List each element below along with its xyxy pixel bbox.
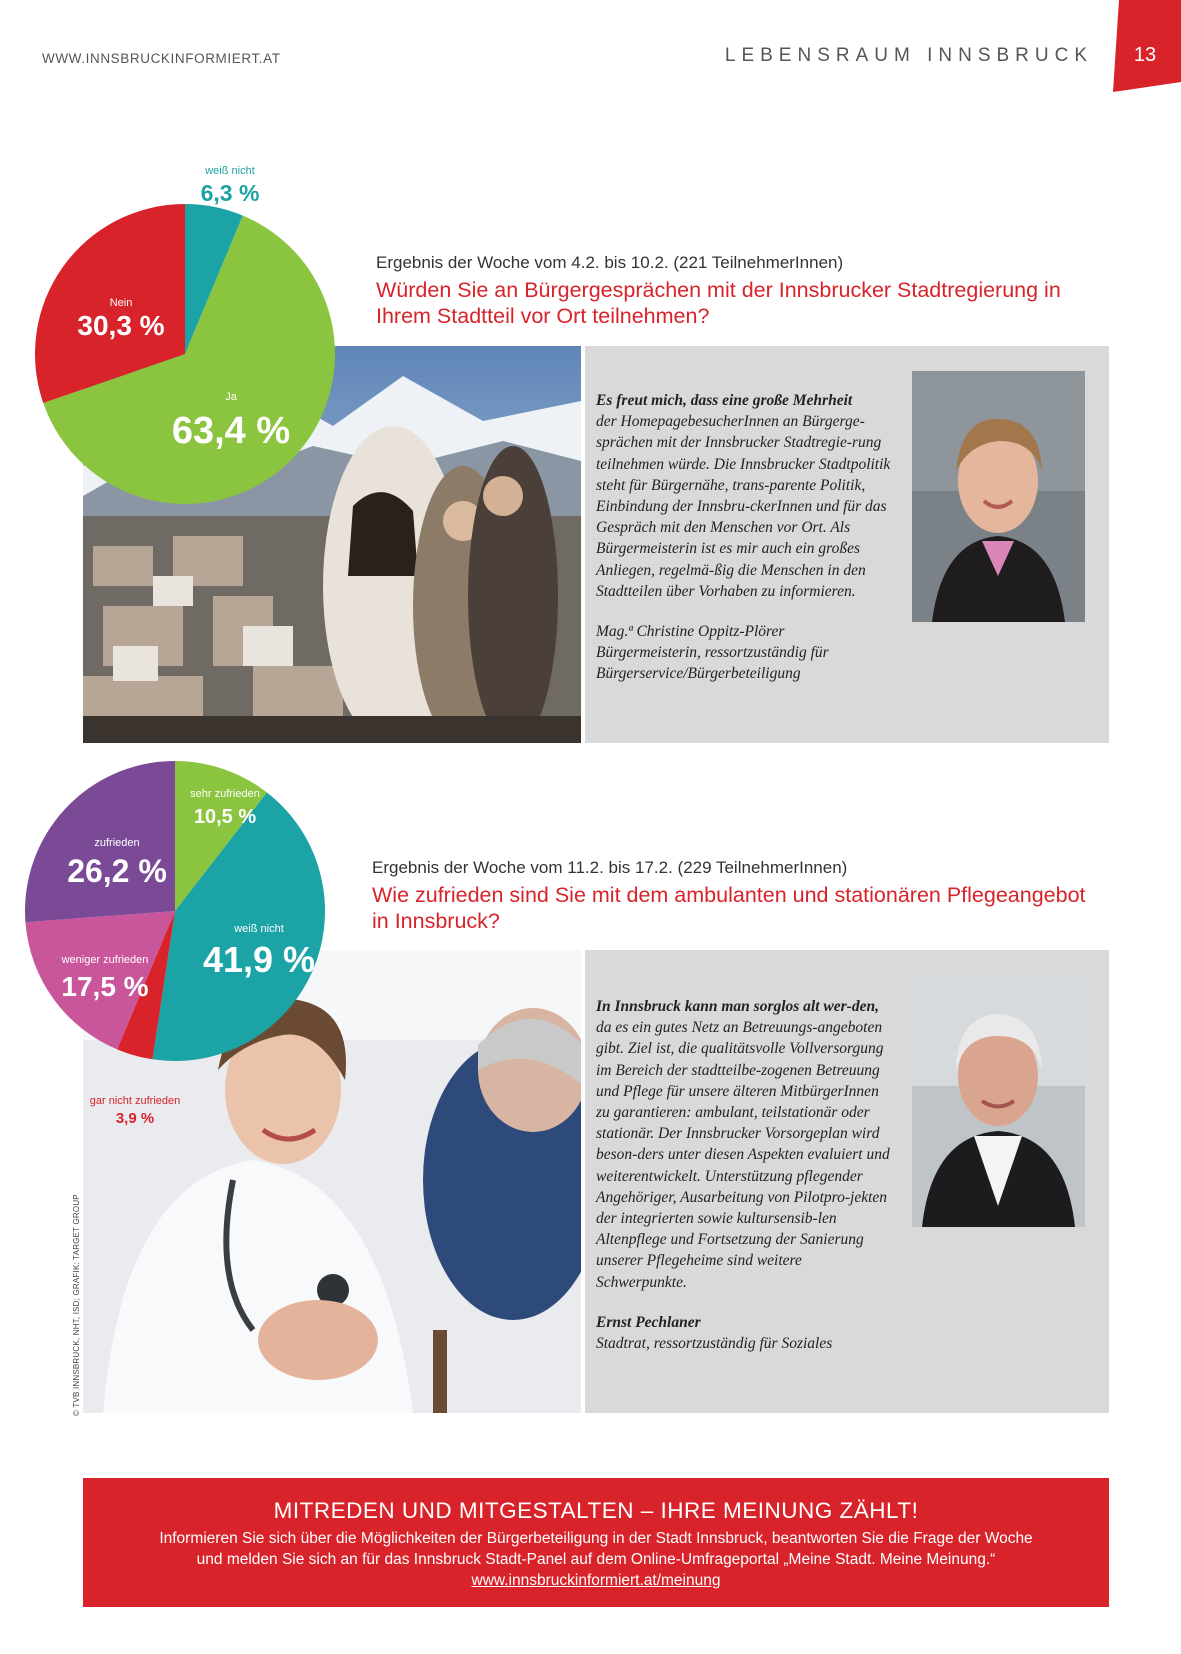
pie2-label-sehr-zufrieden: sehr zufrieden	[190, 788, 260, 800]
quote-2-author-role: Stadtrat, ressortzuständig für Soziales	[596, 1335, 833, 1353]
survey-2-meta: Ergebnis der Woche vom 11.2. bis 17.2. (229 TeilnehmerInnen)	[372, 858, 848, 877]
pie2-value-gar-nicht-zufrieden: 3,9 %	[115, 1110, 155, 1127]
pie2-label-weiss-nicht: weiß nicht	[234, 923, 284, 935]
pie-chart-2	[25, 764, 370, 1134]
pie2-label-weniger-zufrieden: weniger zufrieden	[61, 954, 149, 966]
pie1-value-ja: 63,4 %	[171, 410, 291, 452]
survey-1-heading	[376, 253, 1096, 329]
quote-2-lead: In Innsbruck kann man sorglos alt wer-den,	[596, 998, 879, 1015]
quote-1-author-role: Bürgermeisterin, ressortzuständig für Bürgerservice/Bürgerbeteiligung	[596, 644, 829, 683]
footer-text-line-1: Informieren Sie sich über die Möglichkeiten der Bürgerbeteiligung in der Stadt Innsbruck, beantworten Sie die Frage der Woche	[159, 1530, 1033, 1547]
footer-title: MITREDEN UND MITGESTALTEN – IHRE MEINUNG ZÄHLT!	[273, 1498, 919, 1523]
survey-2-question: Wie zufrieden sind Sie mit dem ambulanten und stationären Pflegeangebot in Innsbruck?	[372, 883, 1086, 933]
footer-banner	[83, 1478, 1109, 1607]
pie2-label-gar-nicht-zufrieden: gar nicht zufrieden	[89, 1095, 181, 1107]
portrait-christine-oppitz-ploerer	[912, 371, 1085, 622]
pie1-label-ja: Ja	[225, 391, 237, 403]
survey-1-meta: Ergebnis der Woche vom 4.2. bis 10.2. (221 TeilnehmerInnen)	[376, 253, 844, 272]
pie1-label-weiss-nicht: weiß nicht	[205, 165, 255, 177]
quote-1-lead: Es freut mich, dass eine große Mehrheit	[596, 392, 853, 409]
header-url[interactable]: WWW.INNSBRUCKINFORMIERT.AT	[42, 51, 281, 66]
survey-1-question: Würden Sie an Bürgergesprächen mit der Innsbrucker Stadtregierung in Ihrem Stadtteil vor Ort teilnehmen?	[376, 278, 1061, 328]
footer-link[interactable]: www.innsbruckinformiert.at/meinung	[471, 1572, 721, 1589]
survey-2-heading	[372, 858, 1092, 934]
quote-1-body: der HomepagebesucherInnen an Bürgerge-sprächen mit der Innsbrucker Stadtregie-rung teilnehmen würde. Die Innsbrucker Stadtpolitik steht für Bürgernähe, trans-parente Politik, Einbindung der Innsbru-ckerInnen und für das Gespräch mit den Menschen vor Ort. Als Bürgermeisterin ist es mir auch ein großes Anliegen, regelmä-ßig die Menschen in den Stadtteilen über Vorhaben zu informieren.	[596, 413, 891, 600]
pie2-label-zufrieden: zufrieden	[94, 837, 140, 849]
portrait-ernst-pechlaner	[912, 976, 1085, 1227]
quote-1	[596, 390, 896, 685]
quote-2	[596, 996, 896, 1354]
pie2-value-zufrieden: 26,2 %	[67, 853, 167, 889]
section-title: LEBENSRAUM INNSBRUCK	[724, 45, 1093, 66]
pie-chart-1	[37, 152, 357, 542]
quote-2-body: da es ein gutes Netz an Betreuungs-angeboten gibt. Ziel ist, die qualitätsvolle Vollversorgung im Bereich der stadtteilbe-zogenen Betreuung und Pflege für unsere älteren MitbürgerInnen zu garantieren: ambulant, teilstationär oder stationär. Der Innsbrucker Vorsorgeplan wird beson-ders unter diesen Aspekten evaluiert und weiterentwickelt. Unterstützung pflegender Angehöriger, Ausarbeitung von Pilotpro-jekten der integrierten sowie kultursensib-len Altenpflege und Fortsetzung der Sanierung unserer Pflegeheime sind weitere Schwerpunkte.	[596, 1019, 890, 1291]
photo-credit: © TVB INNSBRUCK, NHT, ISD; GRAFIK: TARGET GROUP	[72, 1194, 81, 1416]
pie2-value-weiss-nicht: 41,9 %	[202, 939, 316, 980]
footer-text-line-2: und melden Sie sich an für das Innsbruck Stadt-Panel auf dem Online-Umfrageportal „Meine Stadt. Meine Meinung.“	[196, 1551, 996, 1568]
page-number: 13	[1133, 44, 1157, 66]
pie2-value-sehr-zufrieden: 10,5 %	[193, 806, 257, 828]
quote-2-author: Ernst Pechlaner	[596, 1313, 701, 1331]
pie2-value-weniger-zufrieden: 17,5 %	[61, 971, 149, 1002]
pie1-value-weiss-nicht: 6,3 %	[200, 180, 260, 206]
quote-1-author: Mag.ª Christine Oppitz-Plörer	[596, 623, 785, 641]
pie1-value-nein: 30,3 %	[77, 310, 165, 341]
pie1-label-nein: Nein	[109, 297, 133, 309]
